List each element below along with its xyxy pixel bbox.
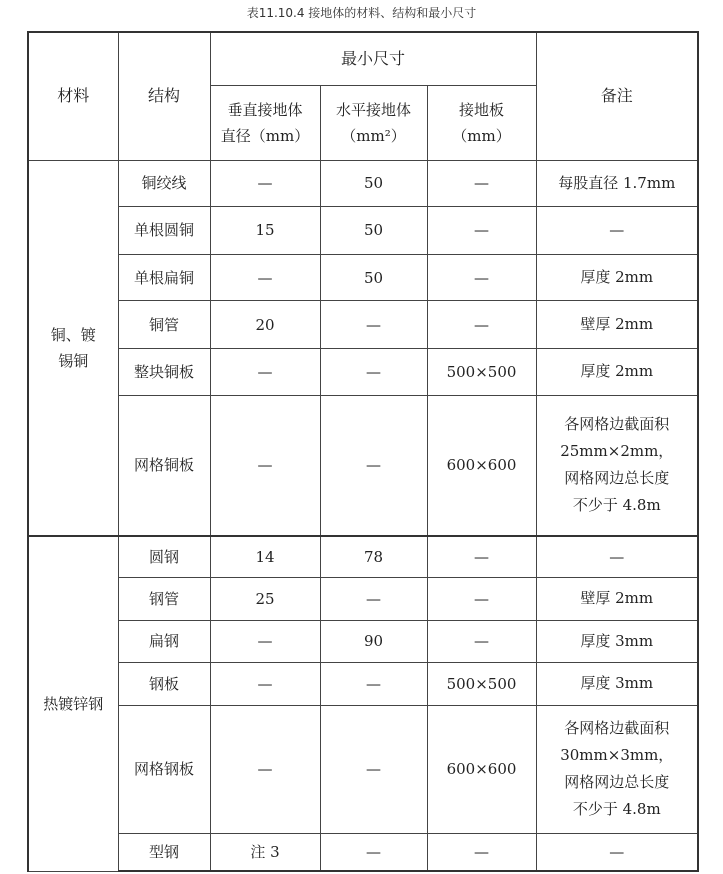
structure-cell: 网格钢板 (118, 705, 210, 834)
horizontal-area-cell: 50 (320, 207, 427, 255)
ground-plate-cell: — (427, 160, 536, 207)
horizontal-area-cell: 50 (320, 254, 427, 301)
remark-cell (536, 254, 698, 301)
remark-line: 厚度 3mm (580, 674, 654, 693)
table-row (28, 395, 698, 536)
material-cell (28, 536, 118, 871)
remark-cell (536, 663, 698, 705)
material-line-2: 锡铜 (58, 351, 89, 370)
remark-line: 各网格边截面积 (564, 719, 670, 738)
remark-cell (536, 301, 698, 349)
structure-cell: 网格铜板 (118, 395, 210, 536)
table-body (28, 160, 698, 871)
remark-line: — (609, 547, 625, 566)
grounding-electrode-table (27, 31, 699, 872)
vertical-diameter-cell: — (210, 395, 320, 536)
remark-line: 壁厚 2mm (580, 315, 654, 334)
header-vertical-electrode (210, 85, 320, 160)
ground-plate-cell: — (427, 834, 536, 871)
remark-line: 网格网边总长度 (564, 773, 670, 792)
header-plate-line1: 接地板 (459, 100, 505, 119)
ground-plate-cell: 600×600 (427, 705, 536, 834)
vertical-diameter-cell: 15 (210, 207, 320, 255)
structure-cell: 整块铜板 (118, 349, 210, 396)
header-structure: 结构 (118, 32, 210, 160)
remark-line: 厚度 2mm (580, 268, 654, 287)
remark-cell (536, 207, 698, 255)
material-line-1: 铜、镀 (50, 325, 96, 344)
ground-plate-cell: — (427, 254, 536, 301)
table-row (28, 834, 698, 871)
table-row (28, 663, 698, 705)
remark-line: 25mm×2mm， (560, 442, 674, 461)
ground-plate-cell: — (427, 207, 536, 255)
ground-plate-cell: — (427, 620, 536, 662)
table-row (28, 301, 698, 349)
remark-line: 壁厚 2mm (580, 589, 654, 608)
structure-cell: 扁钢 (118, 620, 210, 662)
horizontal-area-cell: — (320, 705, 427, 834)
horizontal-area-cell: 90 (320, 620, 427, 662)
ground-plate-cell: — (427, 536, 536, 577)
structure-cell: 单根扁铜 (118, 254, 210, 301)
table-row (28, 207, 698, 255)
remark-line: 厚度 2mm (580, 362, 654, 381)
table-caption: 表11.10.4 接地体的材料、结构和最小尺寸 (246, 6, 477, 20)
remark-cell (536, 834, 698, 871)
vertical-diameter-cell: — (210, 705, 320, 834)
header-plate-line2: （mm） (452, 126, 511, 145)
horizontal-area-cell: 78 (320, 536, 427, 577)
table-row (28, 349, 698, 396)
material-line-1: 热镀锌钢 (43, 694, 104, 713)
header-horizontal-line2: （mm²） (341, 126, 406, 145)
remark-line: 网格网边总长度 (564, 469, 670, 488)
horizontal-area-cell: — (320, 349, 427, 396)
ground-plate-cell: 500×500 (427, 349, 536, 396)
table-row (28, 160, 698, 207)
structure-cell: 铜管 (118, 301, 210, 349)
remark-cell (536, 160, 698, 207)
ground-plate-cell: 600×600 (427, 395, 536, 536)
remark-cell (536, 620, 698, 662)
vertical-diameter-cell: 20 (210, 301, 320, 349)
remark-cell (536, 578, 698, 620)
remark-cell (536, 705, 698, 834)
remark-line: — (609, 220, 625, 239)
table-header (28, 32, 698, 160)
remark-line: 厚度 3mm (580, 631, 654, 650)
vertical-diameter-cell: 注 3 (210, 834, 320, 871)
vertical-diameter-cell: — (210, 663, 320, 705)
vertical-diameter-cell: — (210, 620, 320, 662)
vertical-diameter-cell: — (210, 160, 320, 207)
header-vertical-line1: 垂直接地体 (227, 100, 303, 119)
header-horizontal-line1: 水平接地体 (335, 100, 411, 119)
remark-line: 30mm×3mm， (560, 746, 674, 765)
horizontal-area-cell: — (320, 834, 427, 871)
header-horizontal-electrode (320, 85, 427, 160)
structure-cell: 圆钢 (118, 536, 210, 577)
header-ground-plate (427, 85, 536, 160)
remark-line: — (609, 842, 625, 861)
structure-cell: 铜绞线 (118, 160, 210, 207)
remark-line: 不少于 4.8m (572, 800, 661, 819)
header-vertical-line2: 直径（mm） (220, 126, 310, 145)
structure-cell: 钢管 (118, 578, 210, 620)
vertical-diameter-cell: 14 (210, 536, 320, 577)
structure-cell: 单根圆铜 (118, 207, 210, 255)
table-row (28, 578, 698, 620)
header-material: 材料 (28, 32, 118, 160)
table-row (28, 620, 698, 662)
table-row (28, 254, 698, 301)
structure-cell: 型钢 (118, 834, 210, 871)
table-row (28, 705, 698, 834)
remark-line: 每股直径 1.7mm (558, 173, 676, 192)
horizontal-area-cell: — (320, 578, 427, 620)
header-remark: 备注 (536, 32, 698, 160)
horizontal-area-cell: 50 (320, 160, 427, 207)
ground-plate-cell: 500×500 (427, 663, 536, 705)
remark-cell (536, 395, 698, 536)
table-row (28, 536, 698, 577)
structure-cell: 钢板 (118, 663, 210, 705)
remark-line: 各网格边截面积 (564, 415, 670, 434)
material-cell (28, 160, 118, 536)
ground-plate-cell: — (427, 578, 536, 620)
remark-cell (536, 536, 698, 577)
horizontal-area-cell: — (320, 395, 427, 536)
horizontal-area-cell: — (320, 663, 427, 705)
vertical-diameter-cell: — (210, 254, 320, 301)
remark-cell (536, 349, 698, 396)
header-min-size: 最小尺寸 (210, 32, 536, 85)
ground-plate-cell: — (427, 301, 536, 349)
horizontal-area-cell: — (320, 301, 427, 349)
remark-line: 不少于 4.8m (572, 496, 661, 515)
vertical-diameter-cell: — (210, 349, 320, 396)
vertical-diameter-cell: 25 (210, 578, 320, 620)
